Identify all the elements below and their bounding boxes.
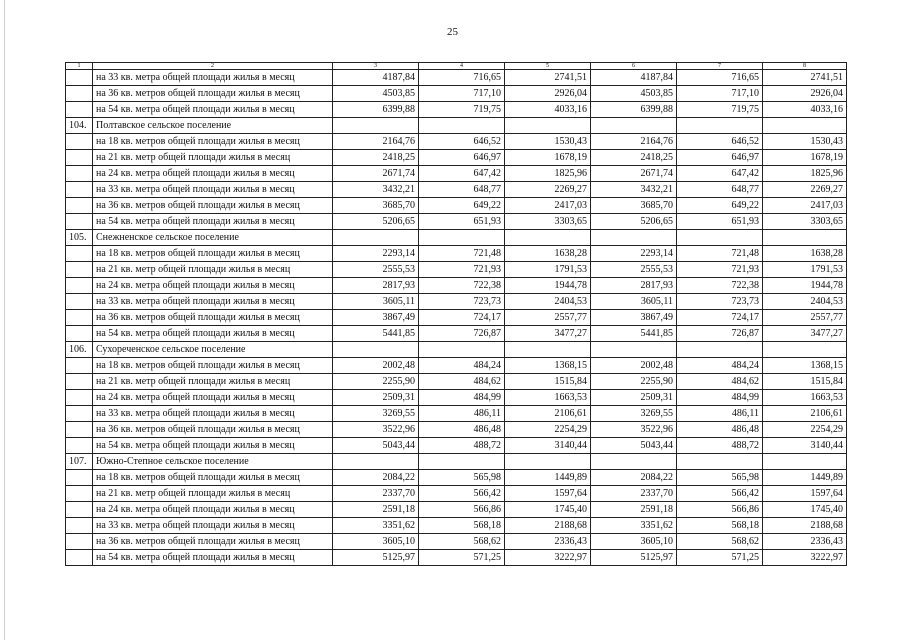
value-cell: 2269,27 <box>763 182 847 198</box>
value-cell: 1678,19 <box>505 150 591 166</box>
value-cell: 4187,84 <box>333 70 419 86</box>
value-cell: 486,48 <box>677 422 763 438</box>
description-cell: на 18 кв. метров общей площади жилья в месяц <box>93 246 333 262</box>
value-cell: 6399,88 <box>591 102 677 118</box>
description-cell: на 36 кв. метров общей площади жилья в месяц <box>93 534 333 550</box>
value-cell: 2002,48 <box>333 358 419 374</box>
value-cell: 3522,96 <box>333 422 419 438</box>
value-cell: 646,52 <box>677 134 763 150</box>
section-row <box>66 230 847 246</box>
value-cell <box>677 230 763 246</box>
value-cell: 3605,11 <box>333 294 419 310</box>
value-cell: 5441,85 <box>591 326 677 342</box>
description-cell: на 18 кв. метров общей площади жилья в месяц <box>93 470 333 486</box>
value-cell <box>419 454 505 470</box>
value-cell: 5206,65 <box>591 214 677 230</box>
value-cell: 484,24 <box>677 358 763 374</box>
value-cell: 2671,74 <box>591 166 677 182</box>
value-cell: 3477,27 <box>505 326 591 342</box>
value-cell: 2404,53 <box>505 294 591 310</box>
value-cell: 3269,55 <box>591 406 677 422</box>
value-cell <box>763 230 847 246</box>
value-cell: 2164,76 <box>591 134 677 150</box>
value-cell: 651,93 <box>677 214 763 230</box>
value-cell <box>333 230 419 246</box>
value-cell: 2671,74 <box>333 166 419 182</box>
column-number: 4 <box>419 63 505 70</box>
row-number-cell <box>66 374 93 390</box>
value-cell: 719,75 <box>419 102 505 118</box>
value-cell: 2084,22 <box>591 470 677 486</box>
value-cell: 2741,51 <box>505 70 591 86</box>
value-cell: 2591,18 <box>333 502 419 518</box>
row-number-cell: 106. <box>66 342 93 358</box>
value-cell: 4187,84 <box>591 70 677 86</box>
value-cell: 648,77 <box>677 182 763 198</box>
row-number-cell: 105. <box>66 230 93 246</box>
row-number-cell <box>66 486 93 502</box>
value-cell: 4033,16 <box>505 102 591 118</box>
value-cell <box>505 118 591 134</box>
value-cell: 646,52 <box>419 134 505 150</box>
value-cell: 723,73 <box>677 294 763 310</box>
value-cell: 568,18 <box>677 518 763 534</box>
value-cell: 3605,10 <box>333 534 419 550</box>
value-cell: 722,38 <box>419 278 505 294</box>
value-cell <box>505 230 591 246</box>
row-number-cell <box>66 422 93 438</box>
value-cell: 2417,03 <box>763 198 847 214</box>
value-cell: 1944,78 <box>505 278 591 294</box>
column-number: 1 <box>66 63 93 70</box>
value-cell <box>591 454 677 470</box>
value-cell: 3351,62 <box>591 518 677 534</box>
value-cell: 565,98 <box>419 470 505 486</box>
value-cell: 3522,96 <box>591 422 677 438</box>
value-cell: 2418,25 <box>591 150 677 166</box>
value-cell: 3867,49 <box>591 310 677 326</box>
value-cell: 2817,93 <box>591 278 677 294</box>
description-cell: на 36 кв. метров общей площади жилья в месяц <box>93 86 333 102</box>
description-cell: на 24 кв. метра общей площади жилья в месяц <box>93 390 333 406</box>
value-cell: 648,77 <box>419 182 505 198</box>
table-row <box>66 486 847 502</box>
value-cell: 566,42 <box>419 486 505 502</box>
value-cell: 1638,28 <box>763 246 847 262</box>
value-cell: 3303,65 <box>763 214 847 230</box>
table-row <box>66 166 847 182</box>
description-cell: на 36 кв. метров общей площади жилья в месяц <box>93 310 333 326</box>
value-cell: 1368,15 <box>763 358 847 374</box>
table-body <box>66 63 847 566</box>
value-cell: 723,73 <box>419 294 505 310</box>
value-cell: 488,72 <box>677 438 763 454</box>
row-number-cell <box>66 214 93 230</box>
value-cell: 2255,90 <box>591 374 677 390</box>
column-number-row <box>66 63 847 70</box>
table-row <box>66 134 847 150</box>
value-cell: 2509,31 <box>333 390 419 406</box>
value-cell: 6399,88 <box>333 102 419 118</box>
description-cell: на 18 кв. метров общей площади жилья в месяц <box>93 134 333 150</box>
value-cell: 2817,93 <box>333 278 419 294</box>
value-cell <box>591 118 677 134</box>
table-row <box>66 294 847 310</box>
value-cell: 486,48 <box>419 422 505 438</box>
value-cell: 2106,61 <box>763 406 847 422</box>
value-cell: 1825,96 <box>763 166 847 182</box>
row-number-cell <box>66 86 93 102</box>
table-row <box>66 150 847 166</box>
row-number-cell <box>66 518 93 534</box>
row-number-cell <box>66 278 93 294</box>
value-cell: 2188,68 <box>763 518 847 534</box>
value-cell <box>591 342 677 358</box>
value-cell: 2417,03 <box>505 198 591 214</box>
value-cell: 2337,70 <box>591 486 677 502</box>
value-cell: 3222,97 <box>505 550 591 566</box>
value-cell: 717,10 <box>419 86 505 102</box>
value-cell: 4503,85 <box>333 86 419 102</box>
value-cell: 2509,31 <box>591 390 677 406</box>
value-cell: 724,17 <box>419 310 505 326</box>
description-cell: на 54 кв. метра общей площади жилья в месяц <box>93 550 333 566</box>
value-cell: 3432,21 <box>591 182 677 198</box>
value-cell: 2255,90 <box>333 374 419 390</box>
value-cell: 565,98 <box>677 470 763 486</box>
value-cell: 2084,22 <box>333 470 419 486</box>
column-number: 8 <box>763 63 847 70</box>
value-cell <box>505 454 591 470</box>
value-cell: 721,93 <box>419 262 505 278</box>
value-cell: 484,62 <box>419 374 505 390</box>
table-row <box>66 470 847 486</box>
row-number-cell <box>66 134 93 150</box>
value-cell <box>333 342 419 358</box>
table-row <box>66 214 847 230</box>
description-cell: на 21 кв. метр общей площади жилья в месяц <box>93 374 333 390</box>
value-cell: 571,25 <box>677 550 763 566</box>
description-cell: на 36 кв. метров общей площади жилья в месяц <box>93 422 333 438</box>
value-cell: 722,38 <box>677 278 763 294</box>
value-cell: 484,62 <box>677 374 763 390</box>
page-left-edge <box>4 0 5 640</box>
value-cell: 3685,70 <box>591 198 677 214</box>
value-cell: 1597,64 <box>505 486 591 502</box>
value-cell <box>333 118 419 134</box>
row-number-cell <box>66 534 93 550</box>
value-cell: 2926,04 <box>763 86 847 102</box>
value-cell: 568,18 <box>419 518 505 534</box>
value-cell: 2418,25 <box>333 150 419 166</box>
value-cell: 1825,96 <box>505 166 591 182</box>
value-cell: 571,25 <box>419 550 505 566</box>
value-cell: 3432,21 <box>333 182 419 198</box>
row-number-cell <box>66 438 93 454</box>
value-cell: 3140,44 <box>763 438 847 454</box>
row-number-cell <box>66 406 93 422</box>
description-cell: на 33 кв. метра общей площади жилья в месяц <box>93 406 333 422</box>
value-cell: 1515,84 <box>505 374 591 390</box>
value-cell: 2188,68 <box>505 518 591 534</box>
description-cell: на 54 кв. метра общей площади жилья в месяц <box>93 102 333 118</box>
value-cell <box>419 230 505 246</box>
row-number-cell <box>66 390 93 406</box>
table-row <box>66 502 847 518</box>
value-cell: 1449,89 <box>505 470 591 486</box>
value-cell: 568,62 <box>419 534 505 550</box>
table-row <box>66 262 847 278</box>
value-cell <box>333 454 419 470</box>
table-row <box>66 550 847 566</box>
value-cell: 2269,27 <box>505 182 591 198</box>
table-row <box>66 86 847 102</box>
description-cell: на 21 кв. метр общей площади жилья в месяц <box>93 150 333 166</box>
value-cell: 1678,19 <box>763 150 847 166</box>
value-cell: 5043,44 <box>591 438 677 454</box>
section-row <box>66 454 847 470</box>
value-cell: 649,22 <box>677 198 763 214</box>
value-cell: 1515,84 <box>763 374 847 390</box>
column-number: 3 <box>333 63 419 70</box>
value-cell: 1745,40 <box>763 502 847 518</box>
section-row <box>66 342 847 358</box>
value-cell: 5206,65 <box>333 214 419 230</box>
table-row <box>66 534 847 550</box>
value-cell: 5125,97 <box>591 550 677 566</box>
value-cell: 3351,62 <box>333 518 419 534</box>
value-cell: 717,10 <box>677 86 763 102</box>
value-cell: 566,42 <box>677 486 763 502</box>
row-number-cell: 104. <box>66 118 93 134</box>
row-number-cell <box>66 262 93 278</box>
value-cell: 486,11 <box>419 406 505 422</box>
description-cell: на 54 кв. метра общей площади жилья в месяц <box>93 326 333 342</box>
value-cell <box>419 118 505 134</box>
value-cell <box>677 118 763 134</box>
row-number-cell <box>66 470 93 486</box>
value-cell: 2336,43 <box>505 534 591 550</box>
value-cell: 716,65 <box>677 70 763 86</box>
row-number-cell <box>66 70 93 86</box>
value-cell: 4033,16 <box>763 102 847 118</box>
value-cell <box>763 454 847 470</box>
value-cell: 2591,18 <box>591 502 677 518</box>
value-cell: 2164,76 <box>333 134 419 150</box>
value-cell: 3140,44 <box>505 438 591 454</box>
value-cell: 2002,48 <box>591 358 677 374</box>
row-number-cell <box>66 182 93 198</box>
value-cell: 2557,77 <box>763 310 847 326</box>
value-cell: 3222,97 <box>763 550 847 566</box>
row-number-cell <box>66 358 93 374</box>
table-row <box>66 518 847 534</box>
tariff-table <box>65 62 847 566</box>
value-cell: 486,11 <box>677 406 763 422</box>
value-cell: 3685,70 <box>333 198 419 214</box>
value-cell: 488,72 <box>419 438 505 454</box>
table-row <box>66 182 847 198</box>
value-cell: 3867,49 <box>333 310 419 326</box>
value-cell: 1597,64 <box>763 486 847 502</box>
description-cell: на 54 кв. метра общей площади жилья в месяц <box>93 438 333 454</box>
value-cell: 726,87 <box>677 326 763 342</box>
value-cell: 3605,11 <box>591 294 677 310</box>
row-number-cell <box>66 294 93 310</box>
row-number-cell <box>66 326 93 342</box>
value-cell: 5441,85 <box>333 326 419 342</box>
value-cell: 1745,40 <box>505 502 591 518</box>
row-number-cell: 107. <box>66 454 93 470</box>
description-cell: на 24 кв. метра общей площади жилья в месяц <box>93 166 333 182</box>
value-cell: 2254,29 <box>763 422 847 438</box>
value-cell: 568,62 <box>677 534 763 550</box>
value-cell: 1791,53 <box>763 262 847 278</box>
value-cell: 2404,53 <box>763 294 847 310</box>
value-cell: 1530,43 <box>505 134 591 150</box>
row-number-cell <box>66 550 93 566</box>
page-number: 25 <box>447 26 458 38</box>
value-cell: 566,86 <box>677 502 763 518</box>
value-cell: 721,48 <box>677 246 763 262</box>
value-cell <box>591 230 677 246</box>
value-cell: 649,22 <box>419 198 505 214</box>
value-cell: 484,99 <box>419 390 505 406</box>
value-cell: 2741,51 <box>763 70 847 86</box>
value-cell: 5125,97 <box>333 550 419 566</box>
description-cell: на 33 кв. метра общей площади жилья в месяц <box>93 518 333 534</box>
row-number-cell <box>66 198 93 214</box>
description-cell: на 21 кв. метр общей площади жилья в месяц <box>93 262 333 278</box>
value-cell: 1791,53 <box>505 262 591 278</box>
settlement-name-cell: Южно-Степное сельское поселение <box>93 454 333 470</box>
table-row <box>66 310 847 326</box>
table-row <box>66 438 847 454</box>
table-row <box>66 358 847 374</box>
settlement-name-cell: Снежненское сельское поселение <box>93 230 333 246</box>
value-cell: 716,65 <box>419 70 505 86</box>
value-cell: 4503,85 <box>591 86 677 102</box>
value-cell: 721,48 <box>419 246 505 262</box>
table-row <box>66 374 847 390</box>
value-cell: 2337,70 <box>333 486 419 502</box>
table-row <box>66 406 847 422</box>
value-cell: 646,97 <box>419 150 505 166</box>
value-cell <box>763 342 847 358</box>
table-row <box>66 422 847 438</box>
table-row <box>66 246 847 262</box>
value-cell <box>677 342 763 358</box>
table-row <box>66 198 847 214</box>
row-number-cell <box>66 246 93 262</box>
value-cell: 2293,14 <box>591 246 677 262</box>
value-cell: 651,93 <box>419 214 505 230</box>
description-cell: на 54 кв. метра общей площади жилья в месяц <box>93 214 333 230</box>
section-row <box>66 118 847 134</box>
table-row <box>66 390 847 406</box>
value-cell: 719,75 <box>677 102 763 118</box>
table-row <box>66 326 847 342</box>
row-number-cell <box>66 150 93 166</box>
row-number-cell <box>66 502 93 518</box>
table-row <box>66 278 847 294</box>
value-cell: 3269,55 <box>333 406 419 422</box>
value-cell: 2293,14 <box>333 246 419 262</box>
settlement-name-cell: Полтавское сельское поселение <box>93 118 333 134</box>
value-cell: 566,86 <box>419 502 505 518</box>
table-row <box>66 102 847 118</box>
value-cell: 484,24 <box>419 358 505 374</box>
value-cell: 721,93 <box>677 262 763 278</box>
description-cell: на 24 кв. метра общей площади жилья в месяц <box>93 278 333 294</box>
value-cell: 3477,27 <box>763 326 847 342</box>
value-cell: 1368,15 <box>505 358 591 374</box>
column-number: 7 <box>677 63 763 70</box>
value-cell: 1449,89 <box>763 470 847 486</box>
value-cell <box>419 342 505 358</box>
value-cell: 2555,53 <box>591 262 677 278</box>
value-cell: 3303,65 <box>505 214 591 230</box>
value-cell: 2926,04 <box>505 86 591 102</box>
value-cell: 647,42 <box>419 166 505 182</box>
value-cell: 1944,78 <box>763 278 847 294</box>
value-cell: 2254,29 <box>505 422 591 438</box>
value-cell: 2106,61 <box>505 406 591 422</box>
value-cell: 484,99 <box>677 390 763 406</box>
value-cell: 1530,43 <box>763 134 847 150</box>
value-cell <box>763 118 847 134</box>
value-cell: 724,17 <box>677 310 763 326</box>
value-cell: 726,87 <box>419 326 505 342</box>
value-cell <box>505 342 591 358</box>
description-cell: на 36 кв. метров общей площади жилья в месяц <box>93 198 333 214</box>
value-cell: 1663,53 <box>505 390 591 406</box>
settlement-name-cell: Сухореченское сельское поселение <box>93 342 333 358</box>
description-cell: на 24 кв. метра общей площади жилья в месяц <box>93 502 333 518</box>
description-cell: на 33 кв. метра общей площади жилья в месяц <box>93 182 333 198</box>
row-number-cell <box>66 310 93 326</box>
description-cell: на 33 кв. метра общей площади жилья в месяц <box>93 294 333 310</box>
value-cell: 2557,77 <box>505 310 591 326</box>
row-number-cell <box>66 102 93 118</box>
table-row <box>66 70 847 86</box>
column-number: 6 <box>591 63 677 70</box>
value-cell: 1638,28 <box>505 246 591 262</box>
value-cell: 647,42 <box>677 166 763 182</box>
value-cell: 2555,53 <box>333 262 419 278</box>
value-cell <box>677 454 763 470</box>
value-cell: 2336,43 <box>763 534 847 550</box>
value-cell: 1663,53 <box>763 390 847 406</box>
description-cell: на 21 кв. метр общей площади жилья в месяц <box>93 486 333 502</box>
column-number: 2 <box>93 63 333 70</box>
description-cell: на 18 кв. метров общей площади жилья в месяц <box>93 358 333 374</box>
value-cell: 646,97 <box>677 150 763 166</box>
value-cell: 3605,10 <box>591 534 677 550</box>
column-number: 5 <box>505 63 591 70</box>
description-cell: на 33 кв. метра общей площади жилья в месяц <box>93 70 333 86</box>
row-number-cell <box>66 166 93 182</box>
value-cell: 5043,44 <box>333 438 419 454</box>
